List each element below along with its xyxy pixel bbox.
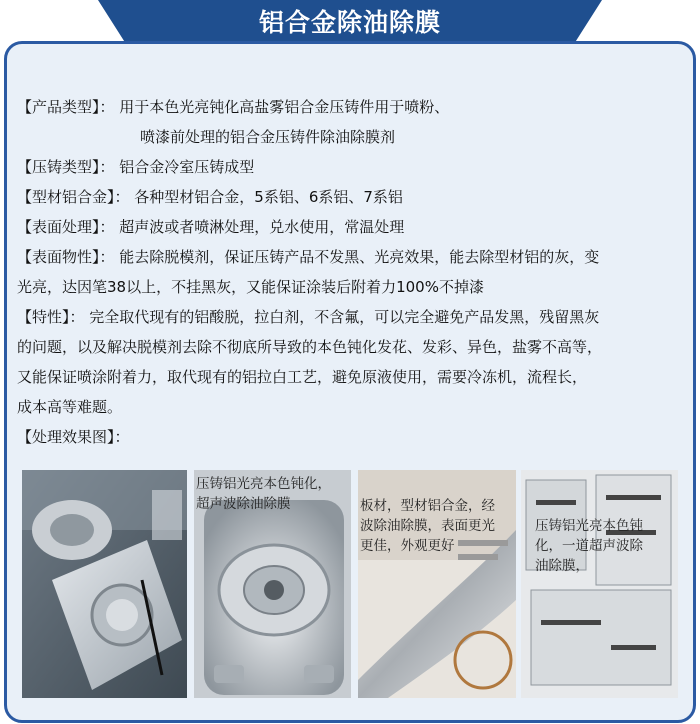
line-features-cont-3: 成本高等难题。 bbox=[17, 398, 123, 416]
line-profile-alloy: 【型材铝合金】： 各种型材铝合金，5系铝、6系铝、7系铝 bbox=[17, 188, 403, 206]
line-surface-treatment: 【表面处理】： 超声波或者喷淋处理，兑水使用，常温处理 bbox=[17, 218, 405, 236]
photo-bright-passivation-caption: 压铸铝光亮本色钝 化，一道超声波除 油除膜， bbox=[535, 518, 643, 574]
line-surface-property: 【表面物性】： 能去除脱模剂，保证压铸产品不发黑、光亮效果，能去除型材铝的灰，变 bbox=[17, 248, 600, 266]
line-features-cont-2: 又能保证喷涂附着力，取代现有的铝拉白工艺，避免原液使用，需要冷冻机，流程长， bbox=[17, 368, 588, 386]
photo-die-cast-aluminum bbox=[194, 470, 351, 698]
line-casting-type: 【压铸类型】： 铝合金冷室压铸成型 bbox=[17, 158, 255, 176]
line-features: 【特性】： 完全取代现有的铝酸脱，拉白剂，不含氟，可以完全避免产品发黑，残留黑灰 bbox=[17, 308, 600, 326]
photo-die-cast-aluminum-caption: 压铸铝光亮本色钝化， 超声波除油除膜 bbox=[196, 476, 331, 512]
photo-profile-aluminum bbox=[358, 470, 516, 698]
line-surface-property-cont: 光亮，达因笔38以上，不挂黑灰，又能保证涂装后附着力100%不掉漆 bbox=[17, 278, 484, 296]
line-product-type-cont: 喷漆前处理的铝合金压铸件除油除膜剂 bbox=[140, 128, 396, 146]
photo-profile-aluminum-caption: 板材，型材铝合金，经 波除油除膜，表面更光 更佳，外观更好 bbox=[360, 498, 495, 554]
photo-bright-passivation-image bbox=[521, 470, 678, 698]
title-tab bbox=[98, 0, 602, 44]
page-title: 铝合金除油除膜 bbox=[258, 8, 441, 37]
photo-die-cast-parts-image bbox=[22, 470, 187, 698]
line-product-type: 【产品类型】： 用于本色光亮钝化高盐雾铝合金压铸件用于喷粉、 bbox=[17, 98, 450, 116]
line-effect-images-label: 【处理效果图】： bbox=[17, 428, 130, 446]
effect-photos bbox=[22, 470, 687, 698]
photo-die-cast-parts bbox=[22, 470, 187, 698]
line-features-cont-1: 的问题，以及解决脱模剂去除不彻底所导致的本色钝化发花、发彩、异色，盐雾不高等， bbox=[17, 338, 603, 356]
photo-bright-passivation bbox=[521, 470, 678, 698]
description-text bbox=[17, 92, 687, 452]
content-panel bbox=[4, 41, 696, 723]
